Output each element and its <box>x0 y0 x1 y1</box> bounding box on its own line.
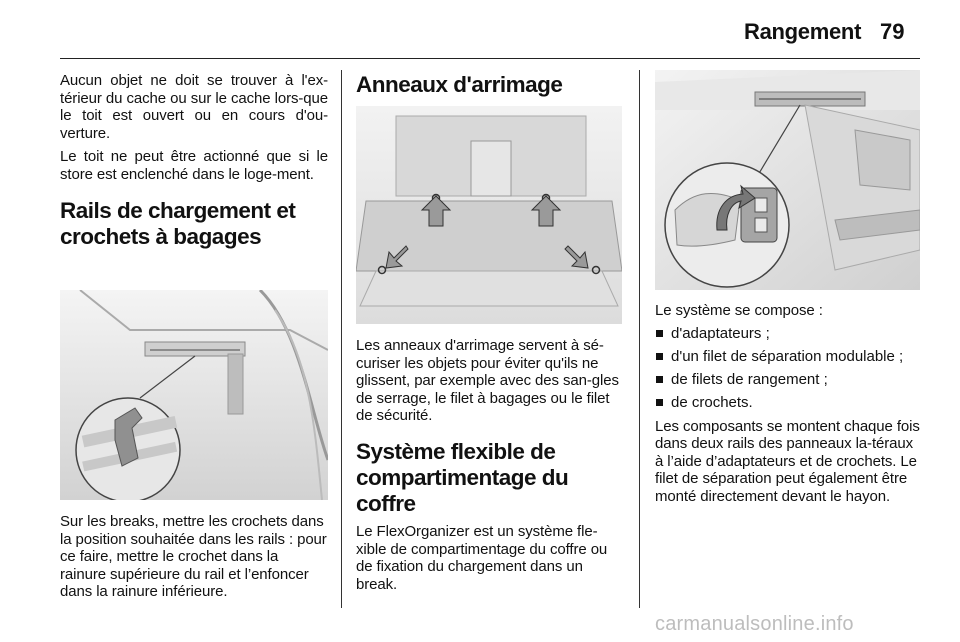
illustration-flexorganizer-adapter <box>655 70 920 290</box>
column-3 <box>655 302 923 512</box>
paragraph-outside-cover: Aucun objet ne doit se trouver à l'ex-térieur du cache ou sur le cache lors-que le toit est ouvert ou en cours d'ou-verture. <box>60 72 328 142</box>
bullet-square-icon <box>656 353 663 360</box>
system-intro: Le système se compose : <box>655 302 823 319</box>
page-header <box>0 0 960 58</box>
list-item: d'un filet de séparation modulable ; <box>655 345 923 368</box>
column-divider-right <box>639 70 640 608</box>
illustration-load-rail-hook <box>60 290 328 500</box>
page-number: 79 <box>880 19 905 44</box>
paragraph-hook-instructions: Sur les breaks, mettre les crochets dans la position souhaitée dans les rails : pour ce faire, mettre le crochet dans la rainure supérieure du rail et l’enfoncer dans la rainure inférieure. <box>60 513 327 601</box>
heading-lashing-eyes: Anneaux d'arrimage <box>356 72 563 97</box>
list-item: de filets de rangement ; <box>655 368 923 391</box>
column-2-bottom <box>356 337 624 599</box>
column-divider-left <box>341 70 342 608</box>
column-1 <box>60 72 328 250</box>
paragraph-roof-operation: Le toit ne peut être actionné que si le store est enclenché dans le loge-ment. <box>60 148 328 183</box>
component-list <box>655 322 923 414</box>
column-2 <box>356 72 624 98</box>
header-rule <box>60 58 920 59</box>
heading-flexible-system: Système flexible de compartimentage du coffre <box>356 438 569 516</box>
list-item: de crochets. <box>655 391 923 414</box>
bullet-square-icon <box>656 376 663 383</box>
column-1-bottom <box>60 513 328 607</box>
paragraph-mounting: Les composants se montent chaque fois dans deux rails des panneaux la-téraux à l’aide d’adaptateurs et de crochets. Le filet de séparation peut également être monté directement devant le hayon. <box>655 417 920 505</box>
paragraph-flexorganizer: Le FlexOrganizer est un système fle-xible de compartimentage du coffre ou de fixation du chargement dans un break. <box>356 522 608 593</box>
heading-load-rails: Rails de chargement et crochets à bagages <box>60 197 296 249</box>
paragraph-lashing-eyes: Les anneaux d'arrimage servent à sé-curiser les objets pour éviter qu'ils ne glissent, par exemple avec des san-gles de serrage, le filet à bagages ou le filet de sécurité. <box>356 337 619 425</box>
bullet-square-icon <box>656 399 663 406</box>
watermark: carmanualsonline.info <box>655 613 854 635</box>
bullet-square-icon <box>656 330 663 337</box>
section-title: Rangement <box>744 19 862 44</box>
illustration-lashing-eyes <box>356 106 622 324</box>
list-item: d'adaptateurs ; <box>655 322 923 345</box>
